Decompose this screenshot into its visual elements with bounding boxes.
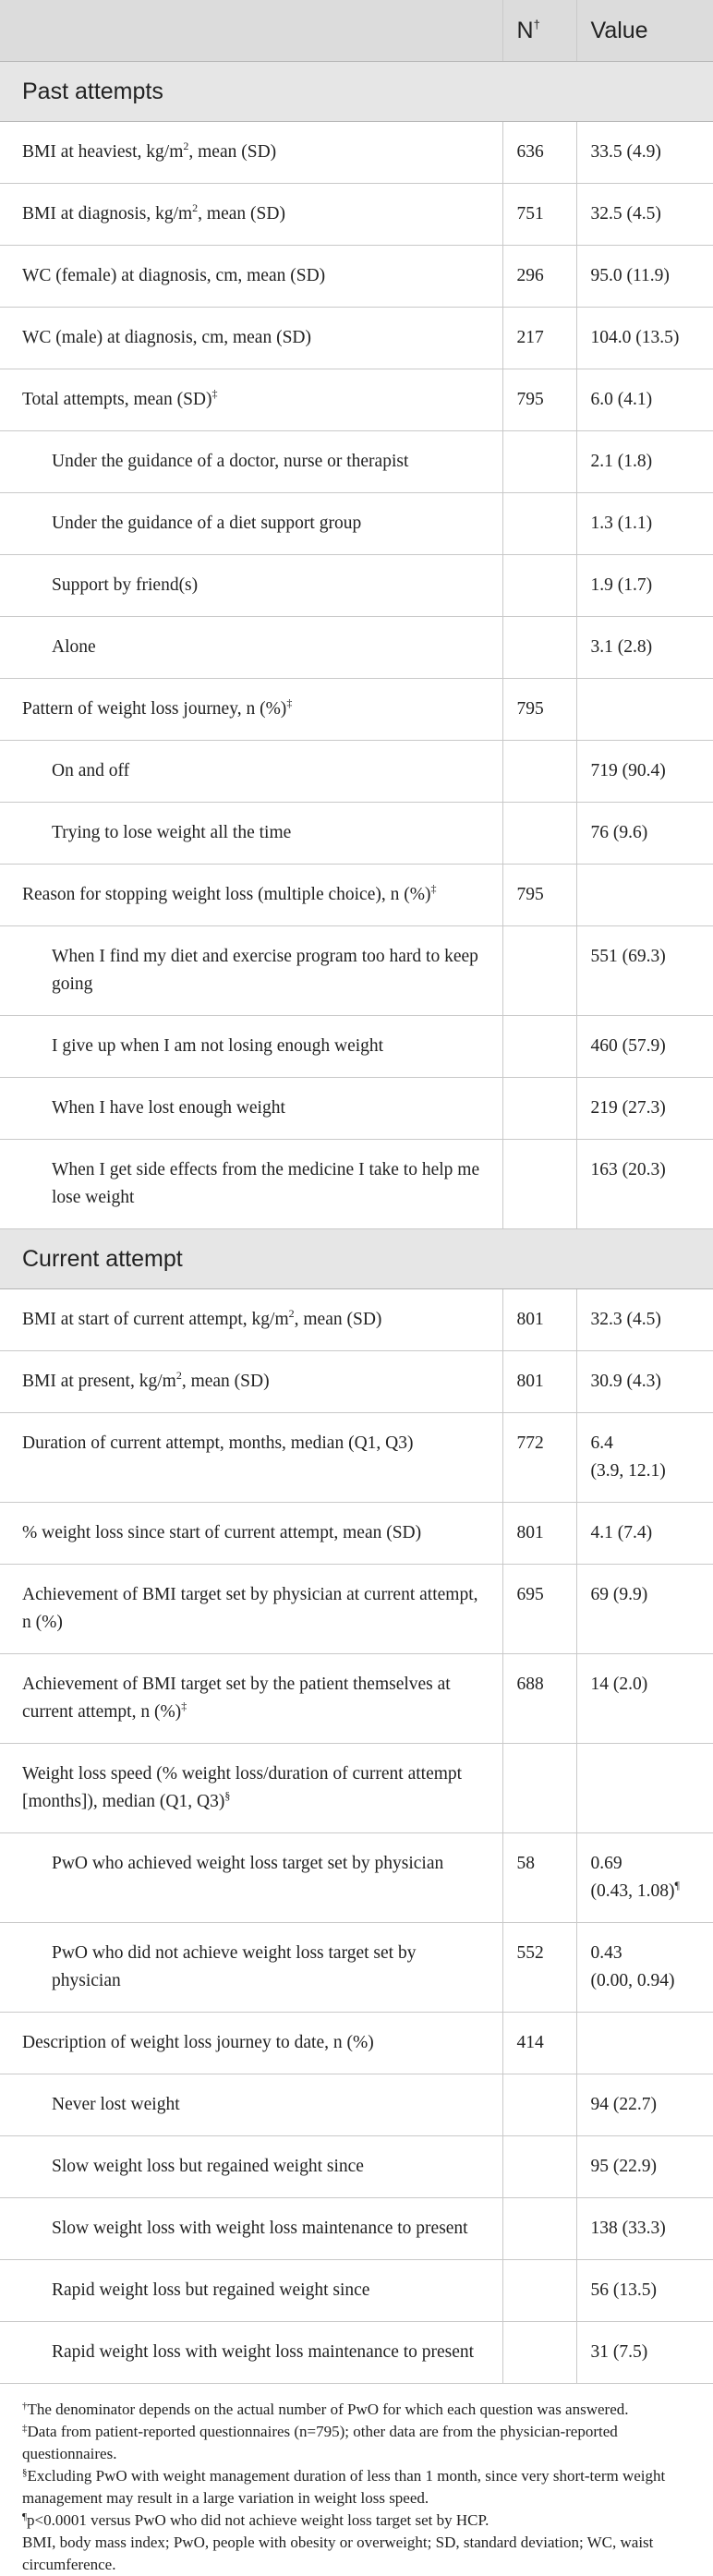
footnotes — [0, 2384, 713, 2576]
row-n — [502, 926, 576, 1016]
row-n: 795 — [502, 369, 576, 431]
row-value-cell — [576, 1351, 713, 1413]
row-label-tail: , mean (SD) — [294, 1310, 382, 1329]
row-value-range: (3.9, 12.1) — [590, 1461, 666, 1481]
row-value: 94 (22.7) — [590, 2095, 657, 2114]
row-label-cell — [0, 1078, 502, 1140]
row-n — [502, 1140, 576, 1229]
header-value: Value — [576, 0, 713, 62]
row-label: Slow weight loss with weight loss maintenance to present — [52, 2219, 468, 2238]
table-row — [0, 246, 713, 308]
table-body — [0, 62, 713, 2384]
footnote — [22, 2532, 691, 2576]
row-value-sup: ¶ — [674, 1879, 680, 1892]
table-row — [0, 1078, 713, 1140]
table-row — [0, 493, 713, 555]
row-value-cell — [576, 555, 713, 617]
row-label-cell — [0, 2136, 502, 2198]
section-header-row — [0, 1229, 713, 1289]
table-row — [0, 1351, 713, 1413]
row-n: 801 — [502, 1503, 576, 1565]
table-row — [0, 1413, 713, 1503]
row-label: BMI at diagnosis, kg/m — [22, 204, 193, 224]
row-label: Total attempts, mean (SD) — [22, 390, 212, 409]
table-row — [0, 2074, 713, 2136]
row-n: 414 — [502, 2013, 576, 2074]
table-row — [0, 1744, 713, 1833]
row-value: 95 (22.9) — [590, 2157, 657, 2176]
row-label: PwO who did not achieve weight loss target set by physician — [52, 1943, 417, 1990]
row-n — [502, 803, 576, 865]
row-value-cell — [576, 431, 713, 493]
row-label-cell — [0, 1565, 502, 1654]
row-value-cell — [576, 1565, 713, 1654]
row-label-cell — [0, 1503, 502, 1565]
row-value-cell — [576, 184, 713, 246]
row-label-cell — [0, 741, 502, 803]
table-row — [0, 803, 713, 865]
row-value-cell — [576, 617, 713, 679]
row-label-cell — [0, 1833, 502, 1923]
row-label-cell — [0, 1654, 502, 1744]
footnote-text: p<0.0001 versus PwO who did not achieve weight loss target set by HCP. — [26, 2511, 489, 2529]
row-n — [502, 617, 576, 679]
row-value: 32.5 (4.5) — [590, 204, 661, 224]
row-label-cell — [0, 679, 502, 741]
row-value: 719 (90.4) — [590, 761, 666, 780]
row-value: 14 (2.0) — [590, 1675, 648, 1694]
row-label-sup: 2 — [192, 201, 199, 214]
row-label-cell — [0, 1140, 502, 1229]
row-value-cell — [576, 1078, 713, 1140]
table-row — [0, 1016, 713, 1078]
row-value-cell — [576, 741, 713, 803]
row-n: 636 — [502, 122, 576, 184]
row-n — [502, 2260, 576, 2322]
row-label: Under the guidance of a doctor, nurse or therapist — [52, 452, 409, 471]
table-row — [0, 1654, 713, 1744]
row-label: Slow weight loss but regained weight since — [52, 2157, 364, 2176]
row-value-cell — [576, 1923, 713, 2013]
footnote-text: Data from patient-reported questionnaires (n=795); other data are from the physician-reported questionnaires. — [22, 2423, 618, 2462]
row-n — [502, 2136, 576, 2198]
header-n-mark: † — [533, 18, 540, 31]
table-row — [0, 1503, 713, 1565]
row-label: Never lost weight — [52, 2095, 180, 2114]
row-value: 56 (13.5) — [590, 2280, 657, 2300]
row-n: 772 — [502, 1413, 576, 1503]
row-value-cell — [576, 308, 713, 369]
row-label: WC (female) at diagnosis, cm, mean (SD) — [22, 266, 326, 285]
footnote-text: BMI, body mass index; PwO, people with obesity or overweight; SD, standard deviation; WC, waist circumference. — [22, 2534, 654, 2573]
row-value: 104.0 (13.5) — [590, 328, 680, 347]
row-value-cell — [576, 1413, 713, 1503]
footnote — [22, 2399, 691, 2421]
row-value: 95.0 (11.9) — [590, 266, 670, 285]
row-n — [502, 431, 576, 493]
row-value-cell — [576, 2074, 713, 2136]
row-value-range: (0.43, 1.08) — [590, 1881, 675, 1901]
table-row — [0, 865, 713, 926]
row-value-cell — [576, 369, 713, 431]
header-label — [0, 0, 502, 62]
row-label: Alone — [52, 637, 96, 657]
row-value-cell — [576, 2013, 713, 2074]
row-label-cell — [0, 1289, 502, 1351]
row-value-cell — [576, 1654, 713, 1744]
section-title: Past attempts — [0, 62, 713, 122]
row-value-cell — [576, 1833, 713, 1923]
footnote-mark: ¶ — [22, 2511, 27, 2522]
row-label-cell — [0, 2260, 502, 2322]
table-row — [0, 2322, 713, 2384]
row-value: 3.1 (2.8) — [590, 637, 653, 657]
row-value-cell — [576, 1744, 713, 1833]
table-row — [0, 2136, 713, 2198]
row-label: Trying to lose weight all the time — [52, 823, 292, 842]
row-value-cell — [576, 926, 713, 1016]
section-title: Current attempt — [0, 1229, 713, 1289]
row-value: 551 (69.3) — [590, 947, 666, 966]
row-n — [502, 1016, 576, 1078]
row-value: 4.1 (7.4) — [590, 1523, 653, 1542]
row-label-cell — [0, 493, 502, 555]
row-label-cell — [0, 555, 502, 617]
row-label-sup: ‡ — [211, 387, 218, 400]
row-value: 33.5 (4.9) — [590, 142, 661, 162]
row-value: 1.3 (1.1) — [590, 514, 653, 533]
row-label: BMI at start of current attempt, kg/m — [22, 1310, 289, 1329]
row-label-cell — [0, 803, 502, 865]
row-label: Support by friend(s) — [52, 575, 199, 595]
table-row — [0, 308, 713, 369]
row-label-tail: , mean (SD) — [198, 204, 285, 224]
row-label-sup: ‡ — [286, 696, 293, 709]
row-label: Description of weight loss journey to date, n (%) — [22, 2033, 374, 2052]
row-label-sup: ‡ — [430, 882, 437, 895]
row-label-cell — [0, 865, 502, 926]
row-n: 795 — [502, 679, 576, 741]
row-value-cell — [576, 1289, 713, 1351]
row-n: 688 — [502, 1654, 576, 1744]
row-label-sup: § — [224, 1789, 231, 1802]
row-value: 163 (20.3) — [590, 1160, 666, 1179]
row-label-cell — [0, 2198, 502, 2260]
row-label: Under the guidance of a diet support group — [52, 514, 362, 533]
row-n — [502, 493, 576, 555]
row-n — [502, 2074, 576, 2136]
row-value-cell — [576, 1140, 713, 1229]
table-row — [0, 926, 713, 1016]
row-label-sup: ‡ — [181, 1699, 187, 1712]
row-n: 695 — [502, 1565, 576, 1654]
row-label-cell — [0, 1016, 502, 1078]
section-header-row — [0, 62, 713, 122]
table-row — [0, 369, 713, 431]
row-label: When I find my diet and exercise program too hard to keep going — [52, 947, 478, 994]
row-value-cell — [576, 679, 713, 741]
table-row — [0, 2013, 713, 2074]
table-row — [0, 1565, 713, 1654]
row-label-cell — [0, 431, 502, 493]
row-value-cell — [576, 865, 713, 926]
row-value-cell — [576, 2322, 713, 2384]
footnote-mark: † — [22, 2401, 28, 2412]
row-value: 31 (7.5) — [590, 2342, 648, 2362]
row-n: 795 — [502, 865, 576, 926]
row-n — [502, 1078, 576, 1140]
row-label-sup: 2 — [175, 1369, 182, 1382]
table-row — [0, 184, 713, 246]
row-value: 6.4 — [590, 1433, 613, 1453]
table-row — [0, 617, 713, 679]
row-value: 6.0 (4.1) — [590, 390, 653, 409]
row-n: 217 — [502, 308, 576, 369]
row-label: I give up when I am not losing enough weight — [52, 1036, 384, 1056]
row-label-cell — [0, 2013, 502, 2074]
row-n: 296 — [502, 246, 576, 308]
table-row — [0, 679, 713, 741]
row-label: BMI at present, kg/m — [22, 1372, 176, 1391]
row-label-sup: 2 — [288, 1307, 295, 1320]
row-value-cell — [576, 2198, 713, 2260]
row-label-cell — [0, 2322, 502, 2384]
row-label-sup: 2 — [183, 139, 189, 152]
footnote — [22, 2421, 691, 2465]
row-value-cell — [576, 1016, 713, 1078]
row-value-cell — [576, 122, 713, 184]
row-value-cell — [576, 246, 713, 308]
table-row — [0, 122, 713, 184]
row-value: 138 (33.3) — [590, 2219, 666, 2238]
row-value-range: (0.00, 0.94) — [590, 1971, 675, 1990]
row-label-cell — [0, 617, 502, 679]
footnote-text: The denominator depends on the actual number of PwO for which each question was answered. — [27, 2401, 629, 2418]
row-label: Achievement of BMI target set by physician at current attempt, n (%) — [22, 1585, 478, 1632]
row-label: Weight loss speed (% weight loss/duration of current attempt [months]), median (Q1, Q3) — [22, 1764, 463, 1811]
row-label-cell — [0, 246, 502, 308]
row-n: 751 — [502, 184, 576, 246]
row-value: 30.9 (4.3) — [590, 1372, 661, 1391]
row-label: BMI at heaviest, kg/m — [22, 142, 184, 162]
row-n — [502, 1744, 576, 1833]
row-value-cell — [576, 2136, 713, 2198]
row-label-tail: , mean (SD) — [181, 1372, 270, 1391]
footnote — [22, 2509, 691, 2532]
row-value: 32.3 (4.5) — [590, 1310, 661, 1329]
row-n — [502, 2322, 576, 2384]
header-n — [502, 0, 576, 62]
row-label: When I get side effects from the medicine I take to help me lose weight — [52, 1160, 480, 1207]
table-row — [0, 741, 713, 803]
row-value: 69 (9.9) — [590, 1585, 648, 1604]
row-label-cell — [0, 1923, 502, 2013]
row-n — [502, 2198, 576, 2260]
table-row — [0, 1289, 713, 1351]
row-n: 801 — [502, 1289, 576, 1351]
row-label: On and off — [52, 761, 130, 780]
row-label-cell — [0, 2074, 502, 2136]
row-value: 2.1 (1.8) — [590, 452, 653, 471]
row-label: % weight loss since start of current attempt, mean (SD) — [22, 1523, 422, 1542]
row-n — [502, 555, 576, 617]
table-row — [0, 555, 713, 617]
row-value: 0.43 — [590, 1943, 622, 1963]
table-row — [0, 431, 713, 493]
row-n — [502, 741, 576, 803]
header-n-text: N — [516, 18, 534, 43]
row-n: 58 — [502, 1833, 576, 1923]
row-value-cell — [576, 493, 713, 555]
row-label-cell — [0, 1351, 502, 1413]
row-n: 801 — [502, 1351, 576, 1413]
row-label: Reason for stopping weight loss (multiple choice), n (%) — [22, 885, 431, 904]
table-header-row — [0, 0, 713, 62]
row-label-cell — [0, 1744, 502, 1833]
row-label-cell — [0, 308, 502, 369]
footnote-mark: ‡ — [22, 2423, 28, 2434]
row-value: 76 (9.6) — [590, 823, 648, 842]
row-label: PwO who achieved weight loss target set by physician — [52, 1854, 444, 1873]
footnote — [22, 2465, 691, 2509]
table-row — [0, 1833, 713, 1923]
row-label-cell — [0, 122, 502, 184]
row-value-cell — [576, 2260, 713, 2322]
table-row — [0, 1140, 713, 1229]
row-label: When I have lost enough weight — [52, 1098, 285, 1118]
row-label-tail: , mean (SD) — [188, 142, 277, 162]
row-value: 0.69 — [590, 1854, 622, 1873]
row-label-cell — [0, 184, 502, 246]
row-value: 1.9 (1.7) — [590, 575, 653, 595]
row-label: Duration of current attempt, months, median (Q1, Q3) — [22, 1433, 414, 1453]
row-label-cell — [0, 1413, 502, 1503]
row-label-cell — [0, 926, 502, 1016]
row-label: Achievement of BMI target set by the patient themselves at current attempt, n (%) — [22, 1675, 451, 1722]
row-label-cell — [0, 369, 502, 431]
table-row — [0, 2260, 713, 2322]
row-value-cell — [576, 1503, 713, 1565]
row-value-cell — [576, 803, 713, 865]
footnote-mark: § — [22, 2467, 28, 2478]
row-n: 552 — [502, 1923, 576, 2013]
row-label: WC (male) at diagnosis, cm, mean (SD) — [22, 328, 311, 347]
table-row — [0, 1923, 713, 2013]
row-label: Pattern of weight loss journey, n (%) — [22, 699, 287, 719]
row-value: 460 (57.9) — [590, 1036, 666, 1056]
row-value: 219 (27.3) — [590, 1098, 666, 1118]
row-label: Rapid weight loss with weight loss maintenance to present — [52, 2342, 475, 2362]
table-row — [0, 2198, 713, 2260]
row-label: Rapid weight loss but regained weight since — [52, 2280, 370, 2300]
footnote-text: Excluding PwO with weight management duration of less than 1 month, since very short-term weight management may result in a large variation in weight loss speed. — [22, 2467, 666, 2507]
